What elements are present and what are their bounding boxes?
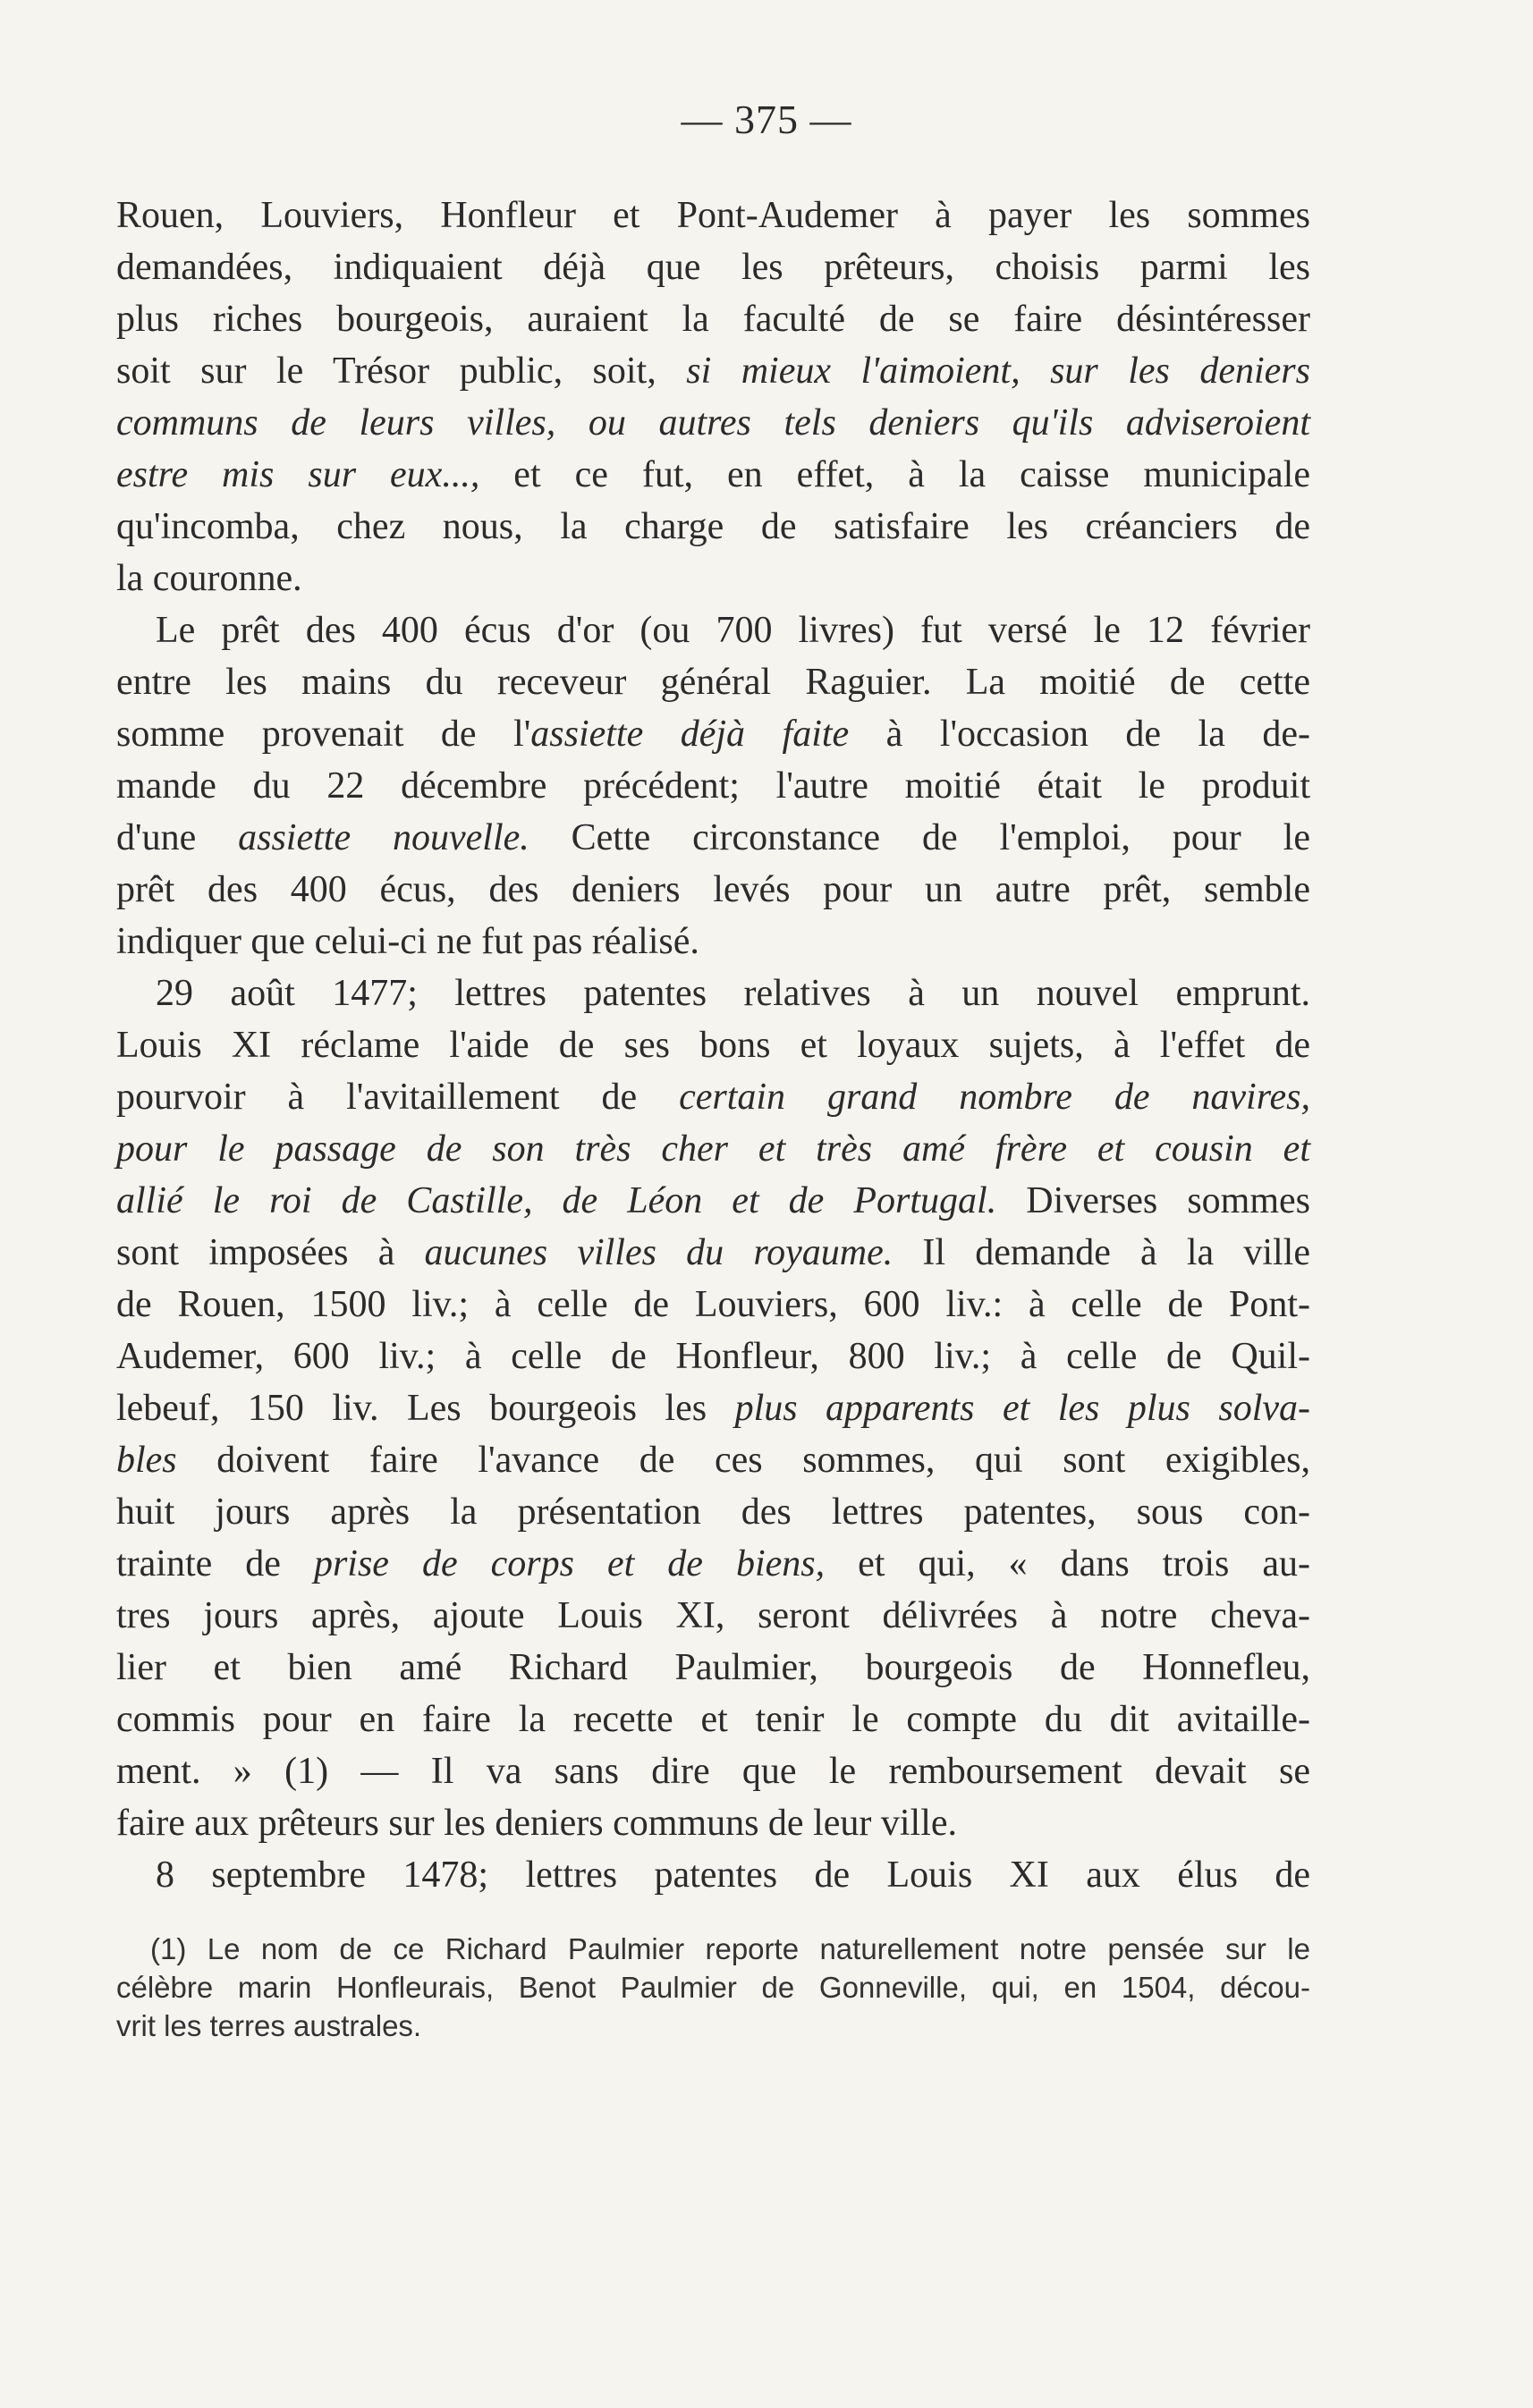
text-line	[116, 1279, 1310, 1331]
text-line	[116, 1642, 1310, 1694]
text-line	[116, 1590, 1310, 1642]
text-segment: 8 septembre 1478; lettres patentes de Louis XI aux élus de	[156, 1855, 1310, 1896]
text-segment: 29 août 1477; lettres patentes relatives à un nouvel emprunt.	[156, 973, 1310, 1014]
text-segment: Audemer, 600 liv.; à celle de Honfleur, 800 liv.; à celle de Quil-	[116, 1336, 1310, 1377]
text-line	[116, 967, 1310, 1019]
italic-quote: allié le roi de Castille, de Léon et de Portugal.	[116, 1180, 997, 1221]
footnote-block	[116, 1930, 1310, 2045]
text-line	[116, 1123, 1310, 1175]
text-segment: soit sur le Trésor public, soit,	[116, 351, 687, 392]
text-segment: d'une	[116, 817, 239, 858]
main-text-block	[116, 190, 1310, 1901]
italic-quote: si mieux l'aimoient, sur les deniers	[686, 351, 1310, 392]
text-segment: Cette circonstance de l'emploi, pour le	[529, 817, 1310, 858]
text-segment: de Rouen, 1500 liv.; à celle de Louviers, 600 liv.: à celle de Pont-	[116, 1284, 1310, 1325]
text-line	[116, 1538, 1310, 1590]
text-line	[116, 1331, 1310, 1382]
text-segment: et ce fut, en effet, à la caisse municipale	[479, 454, 1310, 495]
footnote-line: célèbre marin Honfleurais, Benot Paulmier de Gonneville, qui, en 1504, décou-	[116, 1971, 1310, 2004]
text-segment: ment. » (1) — Il va sans dire que le remboursement devait se	[116, 1751, 1310, 1792]
text-segment: mande du 22 décembre précédent; l'autre moitié était le produit	[116, 765, 1310, 807]
text-segment: huit jours après la présentation des lettres patentes, sous con-	[116, 1491, 1310, 1533]
text-line	[116, 708, 1310, 760]
text-line	[116, 1797, 1310, 1849]
text-line	[116, 864, 1310, 916]
text-line	[116, 345, 1310, 397]
italic-quote: plus apparents et les plus solva-	[734, 1388, 1310, 1429]
text-segment: la couronne.	[116, 558, 302, 599]
italic-quote: bles	[116, 1440, 177, 1481]
text-line	[116, 553, 1310, 604]
text-line	[116, 190, 1310, 241]
italic-quote: prise de corps et de biens,	[313, 1543, 826, 1584]
text-line	[116, 760, 1310, 812]
text-line	[116, 1382, 1310, 1434]
text-segment: à l'occasion de la de-	[849, 714, 1310, 755]
text-line	[116, 397, 1310, 449]
text-segment: qu'incomba, chez nous, la charge de satisfaire les créanciers de	[116, 506, 1310, 547]
text-segment: plus riches bourgeois, auraient la faculté de se faire désintéresser	[116, 299, 1310, 340]
footnote-line: vrit les terres australes.	[116, 2009, 422, 2042]
text-line	[116, 812, 1310, 864]
text-line	[116, 501, 1310, 553]
text-line	[116, 1486, 1310, 1538]
text-segment: Rouen, Louviers, Honfleur et Pont-Audemer à payer les sommes	[116, 195, 1310, 236]
text-segment: entre les mains du receveur général Raguier. La moitié de cette	[116, 662, 1310, 703]
text-segment: somme provenait de l'	[116, 714, 531, 755]
text-line	[116, 293, 1310, 345]
text-segment: tres jours après, ajoute Louis XI, seront délivrées à notre cheva-	[116, 1595, 1310, 1636]
footnote-line: (1) Le nom de ce Richard Paulmier reporte naturellement notre pensée sur le	[150, 1932, 1310, 1965]
italic-quote: assiette nouvelle.	[238, 817, 529, 858]
text-segment: Diverses sommes	[996, 1180, 1310, 1221]
text-segment: indiquer que celui-ci ne fut pas réalisé.	[116, 921, 699, 962]
italic-quote: pour le passage de son très cher et très amé frère et cousin et	[116, 1128, 1310, 1170]
text-line	[116, 1175, 1310, 1227]
text-segment: pourvoir à l'avitaillement de	[116, 1077, 680, 1118]
italic-quote: communs de leurs villes, ou autres tels deniers qu'ils adviseroient	[116, 402, 1310, 444]
italic-quote: certain grand nombre de navires,	[679, 1077, 1310, 1118]
text-line	[116, 1019, 1310, 1071]
text-line	[116, 1071, 1310, 1123]
text-segment: lebeuf, 150 liv. Les bourgeois les	[116, 1388, 735, 1429]
text-line	[116, 1849, 1310, 1901]
text-line	[116, 1745, 1310, 1797]
text-line	[116, 1434, 1310, 1486]
text-segment: trainte de	[116, 1543, 314, 1584]
text-segment: Louis XI réclame l'aide de ses bons et loyaux sujets, à l'effet de	[116, 1025, 1310, 1066]
text-segment: sont imposées à	[116, 1232, 425, 1273]
text-line	[116, 241, 1310, 293]
text-segment: et qui, « dans trois au-	[825, 1543, 1310, 1584]
text-line	[116, 656, 1310, 708]
text-line	[116, 1694, 1310, 1745]
text-segment: Le prêt des 400 écus d'or (ou 700 livres) fut versé le 12 février	[156, 610, 1310, 651]
text-segment: prêt des 400 écus, des deniers levés pour un autre prêt, semble	[116, 869, 1310, 910]
text-line	[116, 1227, 1310, 1279]
italic-quote: assiette déjà faite	[530, 714, 850, 755]
text-segment: lier et bien amé Richard Paulmier, bourgeois de Honnefleu,	[116, 1647, 1310, 1688]
text-segment: demandées, indiquaient déjà que les prêteurs, choisis parmi les	[116, 247, 1310, 288]
text-segment: doivent faire l'avance de ces sommes, qui sont exigibles,	[176, 1440, 1310, 1481]
text-line	[116, 916, 1310, 967]
italic-quote: aucunes villes du royaume.	[424, 1232, 894, 1273]
text-line	[116, 449, 1310, 501]
text-line	[116, 604, 1310, 656]
text-segment: commis pour en faire la recette et tenir le compte du dit avitaille-	[116, 1699, 1310, 1740]
text-segment: Il demande à la ville	[893, 1232, 1310, 1273]
page-number: — 375 —	[681, 97, 852, 142]
text-segment: faire aux prêteurs sur les deniers communs de leur ville.	[116, 1803, 958, 1844]
italic-quote: estre mis sur eux...,	[116, 454, 480, 495]
